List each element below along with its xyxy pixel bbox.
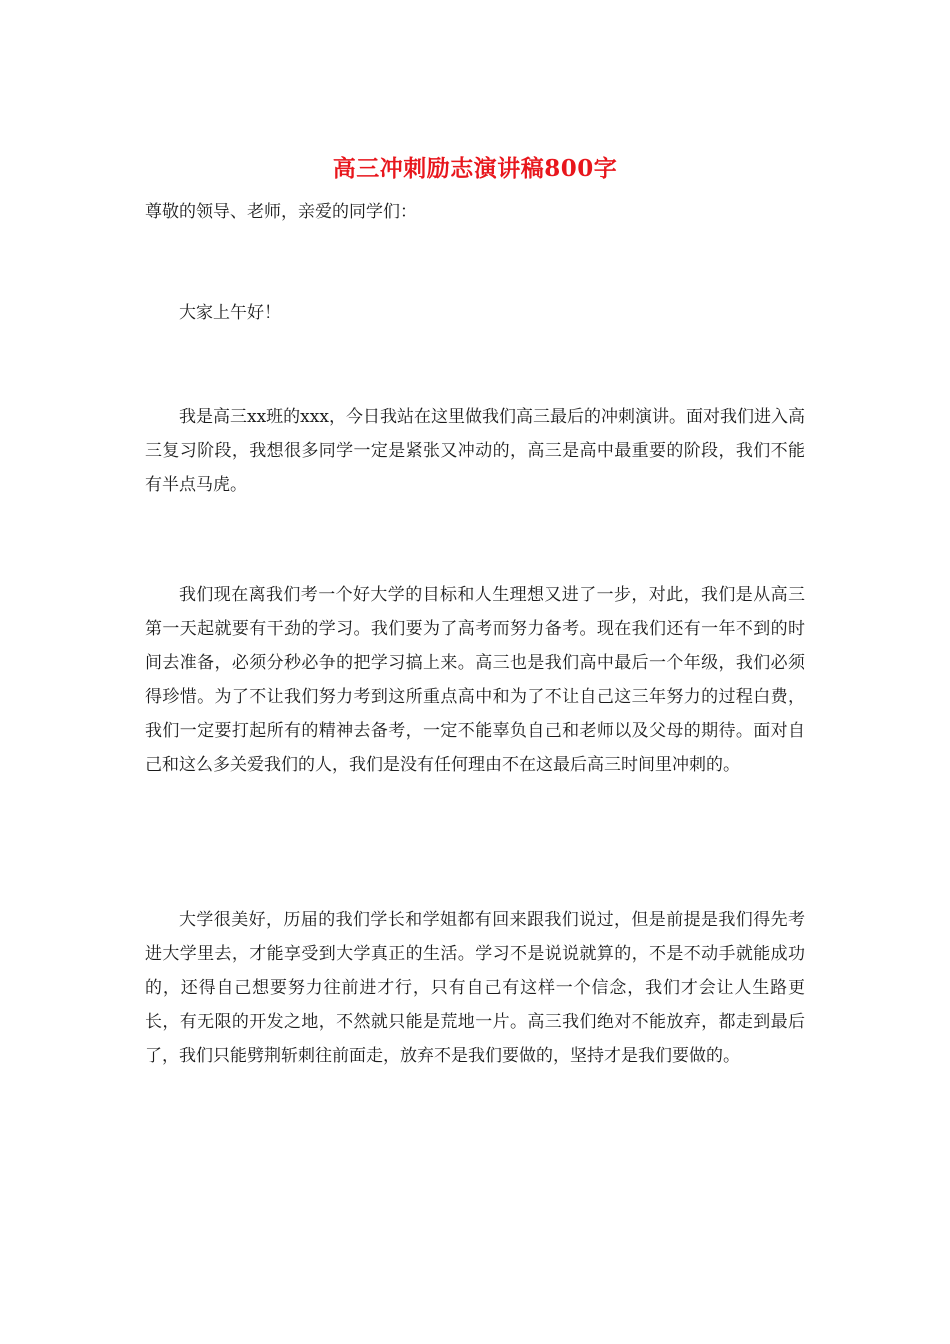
body-paragraph-2: 我们现在离我们考一个好大学的目标和人生理想又进了一步，对此，我们是从高三第一天起就要有干劲的学习。我们要为了高考而努力备考。现在我们还有一年不到的时间去准备，必须分秒必争的把学习搞上来。高三也是我们高中最后一个年级，我们必须得珍惜。为了不让我们努力考到这所重点高中和为了不让自己这三年努力的过程白费，我们一定要打起所有的精神去备考，一定不能辜负自己和老师以及父母的期待。面对自己和这么多关爱我们的人，我们是没有任何理由不在这最后高三时间里冲刺的。 — [145, 585, 805, 775]
document-title: 高三冲刺励志演讲稿800字 — [332, 155, 618, 182]
body-paragraph-3: 大学很美好，历届的我们学长和学姐都有回来跟我们说过，但是前提是我们得先考进大学里去，才能享受到大学真正的生活。学习不是说说就算的，不是不动手就能成功的，还得自己想要努力往前进才行，只有自己有这样一个信念，我们才会让人生路更长，有无限的开发之地，不然就只能是荒地一片。高三我们绝对不能放弃，都走到最后了，我们只能劈荆斩刺往前面走，放弃不是我们要做的，坚持才是我们要做的。 — [145, 910, 805, 1066]
body-paragraph-1: 我是高三xx班的xxx，今日我站在这里做我们高三最后的冲刺演讲。面对我们进入高三复习阶段，我想很多同学一定是紧张又冲动的，高三是高中最重要的阶段，我们不能有半点马虎。 — [145, 407, 805, 495]
greeting-paragraph: 大家上午好！ — [179, 303, 281, 323]
salutation: 尊敬的领导、老师，亲爱的同学们： — [145, 202, 417, 222]
